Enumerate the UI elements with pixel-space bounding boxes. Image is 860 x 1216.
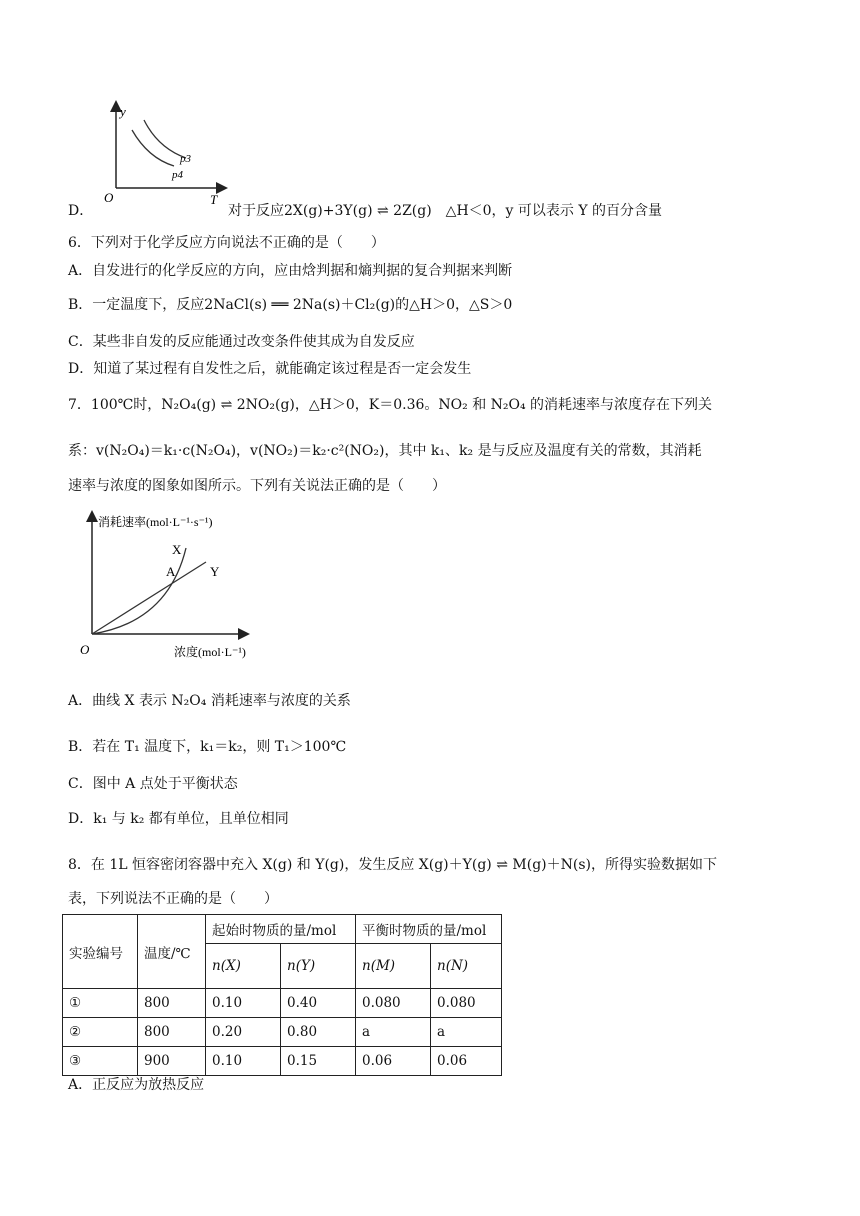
q6-option-b: B．一定温度下，反应2NaCl(s) ══ 2Na(s)＋Cl₂(g)的△H＞0，△S＞0 xyxy=(68,297,513,313)
q5-graph-origin: O xyxy=(104,190,114,205)
cell: 0.15 xyxy=(281,1047,356,1076)
header-equilibrium-amount: 平衡时物质的量/mol xyxy=(356,915,502,944)
table-row xyxy=(63,989,502,1018)
subheader-n-y: n(Y) xyxy=(281,944,356,989)
cell: 0.10 xyxy=(206,989,281,1018)
q6-option-c: C．某些非自发的反应能通过改变条件使其成为自发反应 xyxy=(68,334,415,350)
cell: 0.080 xyxy=(431,989,502,1018)
q8-option-a: A．正反应为放热反应 xyxy=(68,1077,205,1093)
q7-option-c: C．图中 A 点处于平衡状态 xyxy=(68,776,238,792)
cell: 0.06 xyxy=(431,1047,502,1076)
q7-stem-line3: 速率与浓度的图象如图所示。下列有关说法正确的是（ ） xyxy=(68,478,446,494)
table-row xyxy=(63,1047,502,1076)
table-header-row xyxy=(63,915,502,944)
q7-graph-origin: O xyxy=(80,642,90,657)
q8-data-table xyxy=(62,914,502,1076)
cell: a xyxy=(356,1018,431,1047)
q5-graph-y-label: y xyxy=(120,104,126,119)
cell: 0.06 xyxy=(356,1047,431,1076)
q5-graph-p3-label: p3 xyxy=(180,153,191,165)
q7-stem-line1: 7．100℃时，N₂O₄(g) ⇌ 2NO₂(g)，△H＞0，K＝0.36。NO₂ 和 N₂O₄ 的消耗速率与浓度存在下列关 xyxy=(68,397,713,413)
q5-graph-x-label: T xyxy=(210,192,218,207)
q5-option-d-label: D． xyxy=(68,203,94,219)
cell: 0.80 xyxy=(281,1018,356,1047)
cell: 800 xyxy=(138,989,206,1018)
cell: 800 xyxy=(138,1018,206,1047)
q7-option-d: D．k₁ 与 k₂ 都有单位，且单位相同 xyxy=(68,811,289,827)
cell: ② xyxy=(63,1018,138,1047)
subheader-n-n: n(N) xyxy=(431,944,502,989)
cell: 0.080 xyxy=(356,989,431,1018)
q8-stem-line1: 8．在 1L 恒容密闭容器中充入 X(g) 和 Y(g)，发生反应 X(g)＋Y(g) ⇌ M(g)＋N(s)，所得实验数据如下 xyxy=(68,857,717,873)
cell: ① xyxy=(63,989,138,1018)
q7-graph-curve-x-label: X xyxy=(172,542,182,557)
cell: 0.20 xyxy=(206,1018,281,1047)
curve-x-parabola xyxy=(92,548,186,634)
q5-option-d-graph xyxy=(96,100,228,208)
curve-y-line xyxy=(92,562,206,634)
q6-option-d: D．知道了某过程有自发性之后，就能确定该过程是否一定会发生 xyxy=(68,361,472,377)
q6-option-a: A．自发进行的化学反应的方向，应由焓判据和熵判据的复合判据来判断 xyxy=(68,263,513,279)
subheader-n-x: n(X) xyxy=(206,944,281,989)
q7-graph xyxy=(72,510,282,668)
header-initial-amount: 起始时物质的量/mol xyxy=(206,915,356,944)
q8-stem-line2: 表，下列说法不正确的是（ ） xyxy=(68,891,278,907)
cell: a xyxy=(431,1018,502,1047)
q7-graph-curve-y-label: Y xyxy=(210,564,220,579)
q7-graph-x-label: 浓度(mol·L⁻¹) xyxy=(174,645,246,659)
cell: 0.10 xyxy=(206,1047,281,1076)
q7-option-b: B．若在 T₁ 温度下，k₁＝k₂，则 T₁＞100℃ xyxy=(68,739,347,755)
cell: ③ xyxy=(63,1047,138,1076)
q5-option-d-text: 对于反应2X(g)+3Y(g) ⇌ 2Z(g) △H＜0，y 可以表示 Y 的百分含量 xyxy=(228,203,663,219)
q6-stem: 6．下列对于化学反应方向说法不正确的是（ ） xyxy=(68,235,385,251)
cell: 900 xyxy=(138,1047,206,1076)
q7-stem-line2: 系：v(N₂O₄)＝k₁·c(N₂O₄)，v(NO₂)＝k₂·c²(NO₂)，其中 k₁、k₂ 是与反应及温度有关的常数，其消耗 xyxy=(68,443,702,459)
q7-option-a: A．曲线 X 表示 N₂O₄ 消耗速率与浓度的关系 xyxy=(68,693,351,709)
table-row xyxy=(63,1018,502,1047)
q7-graph-y-label: 消耗速率(mol·L⁻¹·s⁻¹) xyxy=(98,515,213,529)
cell: 0.40 xyxy=(281,989,356,1018)
header-exp-no: 实验编号 xyxy=(63,915,138,989)
q7-graph-point-a-label: A xyxy=(166,564,176,579)
q5-graph-p4-label: p4 xyxy=(172,169,183,181)
subheader-n-m: n(M) xyxy=(356,944,431,989)
header-temperature: 温度/℃ xyxy=(138,915,206,989)
